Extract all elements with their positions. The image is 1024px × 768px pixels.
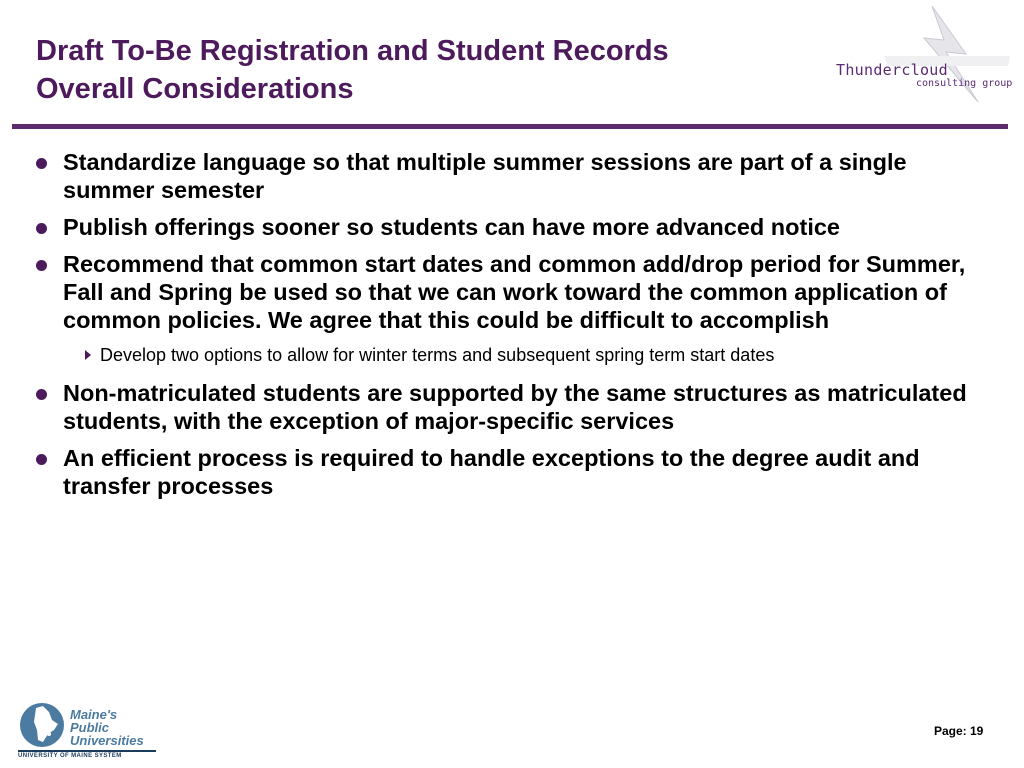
bullet-text: Recommend that common start dates and common add/drop period for Summer, Fall and Spring be used so that we can work toward the common application of common policies. We agree that this could be difficult to accomplish: [63, 251, 966, 333]
bullet-text: Standardize language so that multiple summer sessions are part of a single summer semester: [63, 149, 907, 203]
thundercloud-name: Thundercloud: [836, 61, 948, 79]
bullet-dot-icon: [36, 260, 47, 271]
bullet-dot-icon: [36, 389, 47, 400]
slide-title-line-2: Overall Considerations: [36, 73, 354, 105]
sub-bullet-text: Develop two options to allow for winter terms and subsequent spring term start dates: [100, 345, 775, 365]
maine-logo-system: UNIVERSITY OF MAINE SYSTEM: [18, 753, 122, 759]
bullet-item: [34, 444, 994, 500]
maine-logo-line-3: Universities: [70, 733, 144, 748]
thundercloud-logo: [828, 6, 1014, 110]
slide-body: [34, 148, 994, 509]
slide-title-line-1: Draft To-Be Registration and Student Records: [36, 35, 669, 67]
page-number: Page: 19: [934, 724, 984, 738]
title-divider: [12, 124, 1008, 129]
lightning-bolt-icon: [828, 6, 1014, 110]
bullet-dot-icon: [36, 454, 47, 465]
thundercloud-tagline: consulting group: [916, 78, 1013, 89]
bullet-text: An efficient process is required to handle exceptions to the degree audit and transfer processes: [63, 445, 920, 499]
maine-map-icon: [16, 700, 68, 750]
bullet-item: [34, 250, 994, 334]
bullet-item: [34, 148, 994, 204]
sub-bullet-item: [34, 343, 994, 367]
slide-title: [36, 32, 816, 108]
bullet-text: Publish offerings sooner so students can have more advanced notice: [63, 214, 840, 240]
maine-logo-bar: [18, 750, 156, 752]
bullet-dot-icon: [36, 223, 47, 234]
maine-logo-text: [70, 708, 160, 747]
bullet-text: Non-matriculated students are supported by the same structures as matriculated students, with the exception of major-specific services: [63, 380, 967, 434]
maine-public-universities-logo: [16, 700, 156, 764]
maine-logo-line-1: Maine's: [70, 707, 118, 722]
bullet-item: [34, 379, 994, 435]
maine-logo-line-2: Public: [70, 720, 110, 735]
sub-bullet-arrow-icon: [85, 350, 91, 360]
bullet-item: [34, 213, 994, 241]
bullet-dot-icon: [36, 158, 47, 169]
